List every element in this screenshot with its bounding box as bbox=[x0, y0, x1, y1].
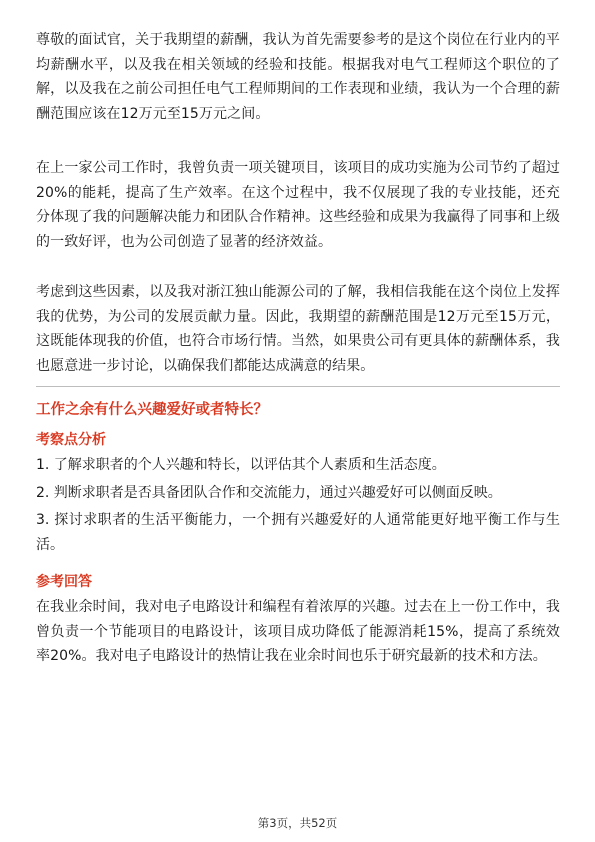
analysis-list bbox=[36, 453, 560, 557]
answer-heading: 参考回答 bbox=[36, 574, 92, 590]
analysis-point-1: 1. 了解求职者的个人兴趣和特长，以评估其个人素质和生活态度。 bbox=[36, 457, 446, 473]
question-title: 工作之余有什么兴趣爱好或者特长？ bbox=[36, 402, 268, 418]
document-page bbox=[36, 28, 560, 669]
answer-paragraph: 在我业余时间，我对电子电路设计和编程有着浓厚的兴趣。过去在上一份工作中，我曾负责一个节能项目的电路设计，该项目成功降低了能源消耗15%，提高了系统效率20%。我对电子电路设计的热情让我在业余时间也乐于研究最新的技术和方法。 bbox=[36, 599, 560, 664]
salary-answer-paragraph-3: 考虑到这些因素，以及我对浙江独山能源公司的了解，我相信我能在这个岗位上发挥我的优势，为公司的发展贡献力量。因此，我期望的薪酬范围是12万元至15万元，这既能体现我的价值，也符合市场行情。当然，如果贵公司有更具体的薪酬体系，我也愿意进一步讨论，以确保我们都能达成满意的结果。 bbox=[36, 284, 560, 374]
salary-answer-paragraph-1: 尊敬的面试官，关于我期望的薪酬，我认为首先需要参考的是这个岗位在行业内的平均薪酬水平，以及我在相关领域的经验和技能。根据我对电气工程师这个职位的了解，以及我在之前公司担任电气工程师期间的工作表现和业绩，我认为一个合理的薪酬范围应该在12万元至15万元之间。 bbox=[36, 32, 560, 122]
analysis-point-2: 2. 判断求职者是否具备团队合作和交流能力，通过兴趣爱好可以侧面反映。 bbox=[36, 484, 502, 501]
page-number: 第3页，共52页 bbox=[257, 816, 338, 830]
analysis-point-3: 3. 探讨求职者的生活平衡能力，一个拥有兴趣爱好的人通常能更好地平衡工作与生活。 bbox=[36, 512, 560, 553]
salary-answer-paragraph-2: 在上一家公司工作时，我曾负责一项关键项目，该项目的成功实施为公司节约了超过20%的能耗，提高了生产效率。在这个过程中，我不仅展现了我的专业技能，还充分体现了我的问题解决能力和团队合作精神。这些经验和成果为我赢得了同事和上级的一致好评，也为公司创造了显著的经济效益。 bbox=[36, 160, 560, 250]
analysis-heading: 考察点分析 bbox=[36, 432, 106, 448]
section-divider bbox=[36, 386, 560, 387]
